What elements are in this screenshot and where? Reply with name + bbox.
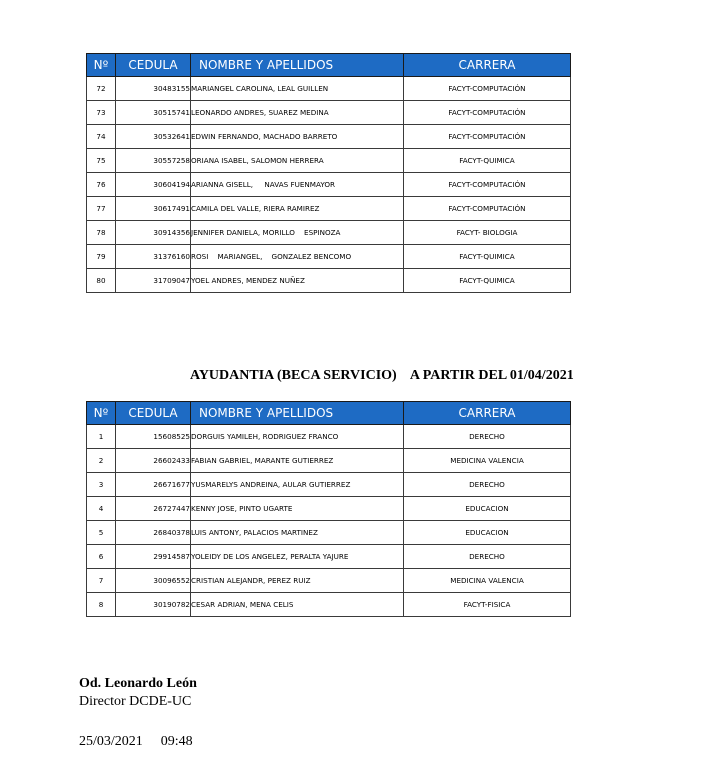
cell-cedula: 30617491 (116, 197, 191, 221)
cell-nombre: YOEL ANDRES, MENDEZ NUÑEZ (191, 269, 404, 293)
stamp-time: 09:48 (160, 734, 193, 749)
table-header (87, 402, 571, 425)
cell-nombre: DORGUIS YAMILEH, RODRIGUEZ FRANCO (191, 425, 404, 449)
cell-nombre: CESAR ADRIAN, MENA CELIS (191, 593, 404, 617)
cell-num: 75 (87, 149, 116, 173)
cell-num: 79 (87, 245, 116, 269)
table-row (87, 101, 571, 125)
table-row (87, 473, 571, 497)
cell-carrera: FACYT-COMPUTACIÓN (404, 125, 571, 149)
table-row (87, 569, 571, 593)
cell-cedula: 26840378 (116, 521, 191, 545)
cell-nombre: EDWIN FERNANDO, MACHADO BARRETO (191, 125, 404, 149)
cell-num: 2 (87, 449, 116, 473)
cell-num: 6 (87, 545, 116, 569)
cell-cedula: 29914587 (116, 545, 191, 569)
cell-nombre: ORIANA ISABEL, SALOMON HERRERA (191, 149, 404, 173)
cell-carrera: FACYT-COMPUTACIÓN (404, 101, 571, 125)
header-carrera: CARRERA (404, 54, 571, 77)
header-num: Nº (87, 402, 116, 425)
cell-cedula: 26671677 (116, 473, 191, 497)
date-stamp (79, 734, 193, 750)
cell-carrera: FACYT-COMPUTACIÓN (404, 173, 571, 197)
cell-num: 1 (87, 425, 116, 449)
cell-nombre: KENNY JOSE, PINTO UGARTE (191, 497, 404, 521)
cell-carrera: EDUCACION (404, 497, 571, 521)
table-row (87, 221, 571, 245)
table-row (87, 125, 571, 149)
cell-cedula: 31709047 (116, 269, 191, 293)
cell-carrera: FACYT-QUIMICA (404, 269, 571, 293)
cell-carrera: FACYT-QUIMICA (404, 245, 571, 269)
cell-cedula: 30914356 (116, 221, 191, 245)
cell-num: 5 (87, 521, 116, 545)
cell-nombre: LUIS ANTONY, PALACIOS MARTINEZ (191, 521, 404, 545)
cell-carrera: DERECHO (404, 545, 571, 569)
cell-carrera: DERECHO (404, 473, 571, 497)
cell-cedula: 30604194 (116, 173, 191, 197)
roster-table-2 (86, 401, 571, 617)
cell-carrera: FACYT-FISICA (404, 593, 571, 617)
cell-cedula: 30190782 (116, 593, 191, 617)
header-carrera: CARRERA (404, 402, 571, 425)
cell-carrera: FACYT-QUIMICA (404, 149, 571, 173)
cell-num: 78 (87, 221, 116, 245)
cell-cedula: 31376160 (116, 245, 191, 269)
cell-nombre: LEONARDO ANDRES, SUAREZ MEDINA (191, 101, 404, 125)
cell-carrera: FACYT-COMPUTACIÓN (404, 197, 571, 221)
cell-cedula: 30096552 (116, 569, 191, 593)
table-row (87, 77, 571, 101)
cell-num: 4 (87, 497, 116, 521)
cell-nombre: ARIANNA GISELL, NAVAS FUENMAYOR (191, 173, 404, 197)
cell-cedula: 30557258 (116, 149, 191, 173)
cell-nombre: CAMILA DEL VALLE, RIERA RAMIREZ (191, 197, 404, 221)
cell-nombre: YUSMARELYS ANDREINA, AULAR GUTIERREZ (191, 473, 404, 497)
cell-num: 7 (87, 569, 116, 593)
cell-nombre: MARIANGEL CAROLINA, LEAL GUILLEN (191, 77, 404, 101)
signature-name: Od. Leonardo León (79, 676, 197, 691)
table-row (87, 497, 571, 521)
table-row (87, 197, 571, 221)
cell-num: 77 (87, 197, 116, 221)
table-row (87, 593, 571, 617)
header-nombre: NOMBRE Y APELLIDOS (191, 54, 404, 77)
cell-num: 73 (87, 101, 116, 125)
cell-carrera: MEDICINA VALENCIA (404, 569, 571, 593)
table-header (87, 54, 571, 77)
cell-carrera: EDUCACION (404, 521, 571, 545)
cell-cedula: 30483155 (116, 77, 191, 101)
table-row (87, 545, 571, 569)
cell-cedula: 26727447 (116, 497, 191, 521)
cell-nombre: YOLEIDY DE LOS ANGELEZ, PERALTA YAJURE (191, 545, 404, 569)
cell-cedula: 30532641 (116, 125, 191, 149)
signature-role: Director DCDE-UC (79, 694, 192, 709)
cell-nombre: FABIAN GABRIEL, MARANTE GUTIERREZ (191, 449, 404, 473)
table-row (87, 449, 571, 473)
table-row (87, 521, 571, 545)
roster-table-1 (86, 53, 571, 293)
stamp-date: 25/03/2021 (79, 734, 143, 749)
header-nombre: NOMBRE Y APELLIDOS (191, 402, 404, 425)
cell-carrera: FACYT- BIOLOGIA (404, 221, 571, 245)
cell-cedula: 30515741 (116, 101, 191, 125)
cell-num: 3 (87, 473, 116, 497)
table-row (87, 269, 571, 293)
table-row (87, 245, 571, 269)
cell-nombre: CRISTIAN ALEJANDR, PEREZ RUIZ (191, 569, 404, 593)
cell-nombre: ROSI MARIANGEL, GONZALEZ BENCOMO (191, 245, 404, 269)
cell-nombre: JENNIFER DANIELA, MORILLO ESPINOZA (191, 221, 404, 245)
header-num: Nº (87, 54, 116, 77)
cell-carrera: DERECHO (404, 425, 571, 449)
cell-num: 72 (87, 77, 116, 101)
cell-cedula: 15608525 (116, 425, 191, 449)
cell-num: 76 (87, 173, 116, 197)
table-row (87, 149, 571, 173)
header-cedula: CEDULA (116, 402, 191, 425)
header-cedula: CEDULA (116, 54, 191, 77)
cell-carrera: MEDICINA VALENCIA (404, 449, 571, 473)
cell-num: 8 (87, 593, 116, 617)
cell-carrera: FACYT-COMPUTACIÓN (404, 77, 571, 101)
table-row (87, 173, 571, 197)
table-row (87, 425, 571, 449)
cell-num: 74 (87, 125, 116, 149)
section-title: AYUDANTIA (BECA SERVICIO) A PARTIR DEL 01/04/2021 (190, 368, 574, 383)
cell-cedula: 26602433 (116, 449, 191, 473)
cell-num: 80 (87, 269, 116, 293)
